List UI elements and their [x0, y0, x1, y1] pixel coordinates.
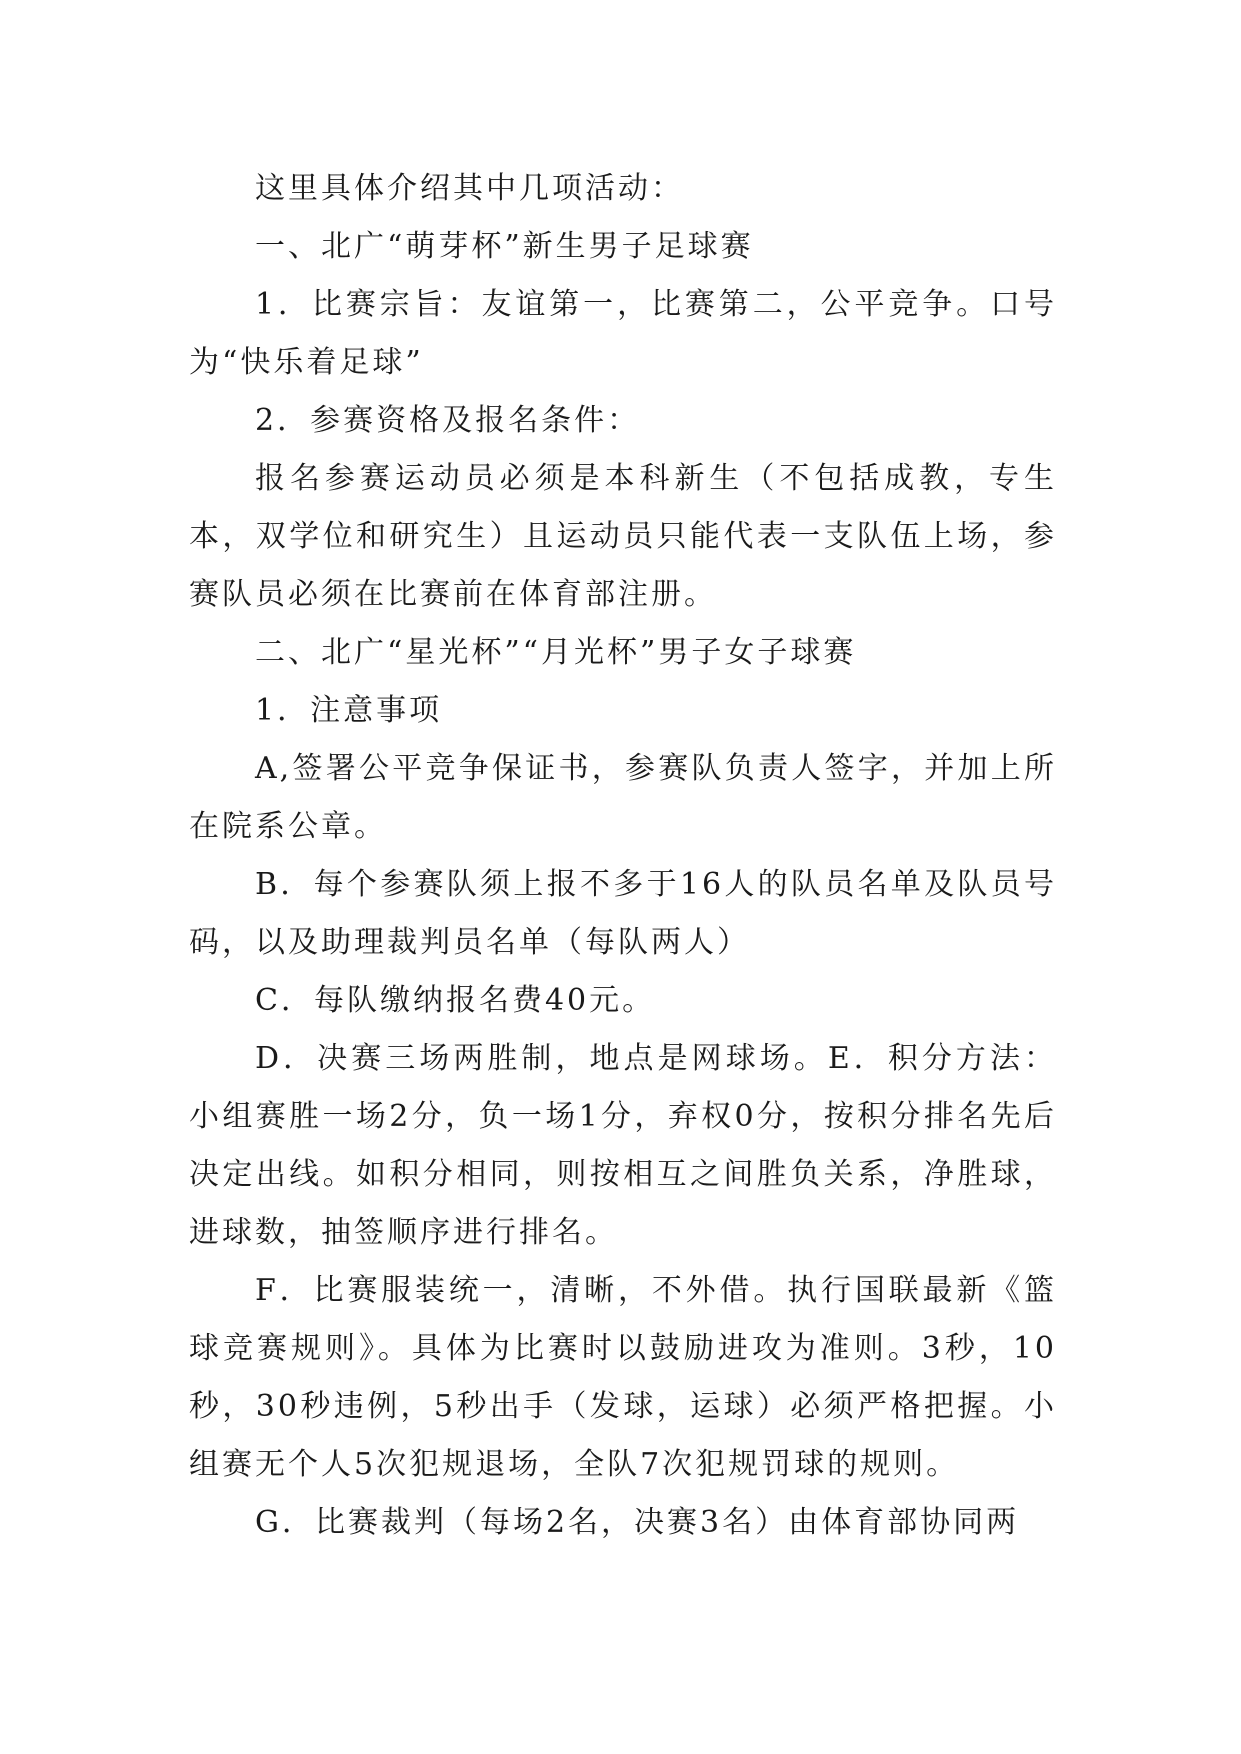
paragraph-item-b: B．每个参赛队须上报不多于16人的队员名单及队员号码，以及助理裁判员名单（每队两人）: [189, 867, 1057, 960]
paragraph-notes-heading: 1．注意事项: [255, 693, 443, 728]
paragraph-purpose: 1．比赛宗旨：友谊第一，比赛第二，公平竞争。口号为“快乐着足球”: [189, 287, 1057, 380]
document-body: [189, 160, 1057, 1552]
paragraph-eligibility: 报名参赛运动员必须是本科新生（不包括成教，专生本，双学位和研究生）且运动员只能代表一支队伍上场，参赛队员必须在比赛前在体育部注册。: [189, 461, 1057, 612]
section-heading-ball-games: 二、北广“星光杯”“月光杯”男子女子球赛: [255, 635, 857, 670]
paragraph-item-a: A,签署公平竞争保证书，参赛队负责人签字，并加上所在院系公章。: [189, 751, 1057, 844]
paragraph-eligibility-heading: 2．参赛资格及报名条件：: [255, 403, 641, 438]
paragraph-item-g: G．比赛裁判（每场2名，决赛3名）由体育部协同两: [255, 1505, 1020, 1540]
paragraph-item-d-e: D．决赛三场两胜制，地点是网球场。E．积分方法：小组赛胜一场2分，负一场1分，弃权0分，按积分排名先后决定出线。如积分相同，则按相互之间胜负关系，净胜球，进球数，抽签顺序进行排名。: [189, 1041, 1057, 1250]
paragraph-intro: 这里具体介绍其中几项活动：: [255, 171, 684, 206]
paragraph-item-f: F．比赛服装统一，清晰，不外借。执行国联最新《篮球竞赛规则》。具体为比赛时以鼓励进攻为准则。3秒，10秒，30秒违例，5秒出手（发球，运球）必须严格把握。小组赛无个人5次犯规退场，全队7次犯规罚球的规则。: [189, 1273, 1057, 1482]
paragraph-item-c: C．每队缴纳报名费40元。: [255, 983, 656, 1018]
section-heading-football: 一、北广“萌芽杯”新生男子足球赛: [255, 229, 754, 264]
